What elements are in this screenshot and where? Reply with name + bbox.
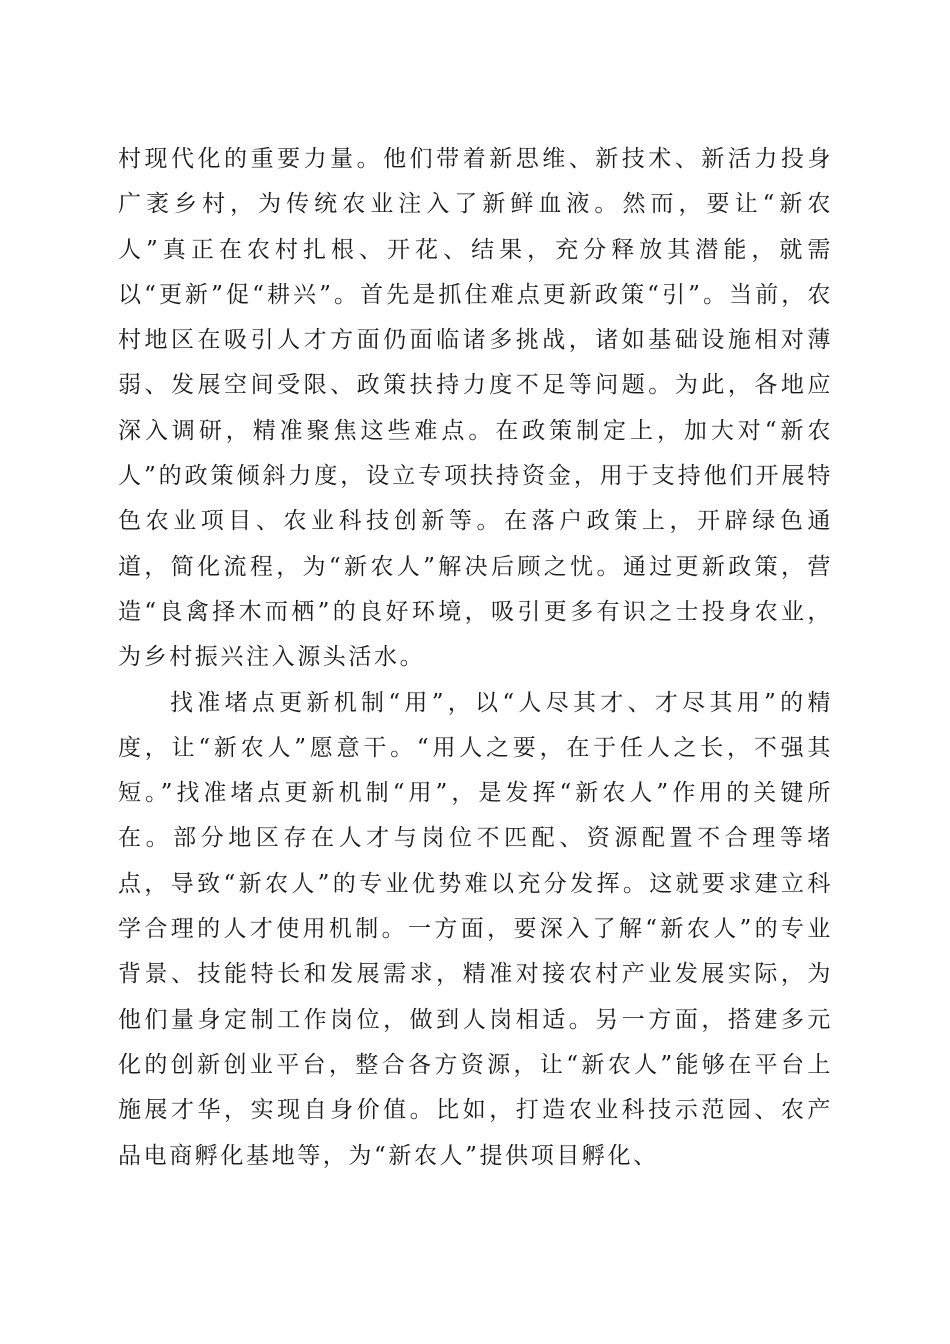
- document-body: [118, 137, 833, 1179]
- paragraph-mechanism: 找准堵点更新机制“用”，以“人尽其才、才尽其用”的精度，让“新农人”愿意干。“用人之要，在于任人之长，不强其短。”找准堵点更新机制“用”，是发挥“新农人”作用的关键所在。部分地区存在人才与岗位不匹配、资源配置不合理等堵点，导致“新农人”的专业优势难以充分发挥。这就要求建立科学合理的人才使用机制。一方面，要深入了解“新农人”的专业背景、技能特长和发展需求，精准对接农村产业发展实际，为他们量身定制工作岗位，做到人岗相适。另一方面，搭建多元化的创新创业平台，整合各方资源，让“新农人”能够在平台上施展才华，实现自身价值。比如，打造农业科技示范园、农产品电商孵化基地等，为“新农人”提供项目孵化、: [118, 689, 833, 1169]
- paragraph-continued: 村现代化的重要力量。他们带着新思维、新技术、新活力投身广袤乡村，为传统农业注入了新鲜血液。然而，要让“新农人”真正在农村扎根、开花、结果，充分释放其潜能，就需以“更新”促“耕兴”。首先是抓住难点更新政策“引”。当前，农村地区在吸引人才方面仍面临诸多挑战，诸如基础设施相对薄弱、发展空间受限、政策扶持力度不足等问题。为此，各地应深入调研，精准聚焦这些难点。在政策制定上，加大对“新农人”的政策倾斜力度，设立专项扶持资金，用于支持他们开展特色农业项目、农业科技创新等。在落户政策上，开辟绿色通道，简化流程，为“新农人”解决后顾之忧。通过更新政策，营造“良禽择木而栖”的良好环境，吸引更多有识之士投身农业，为乡村振兴注入源头活水。: [118, 146, 833, 671]
